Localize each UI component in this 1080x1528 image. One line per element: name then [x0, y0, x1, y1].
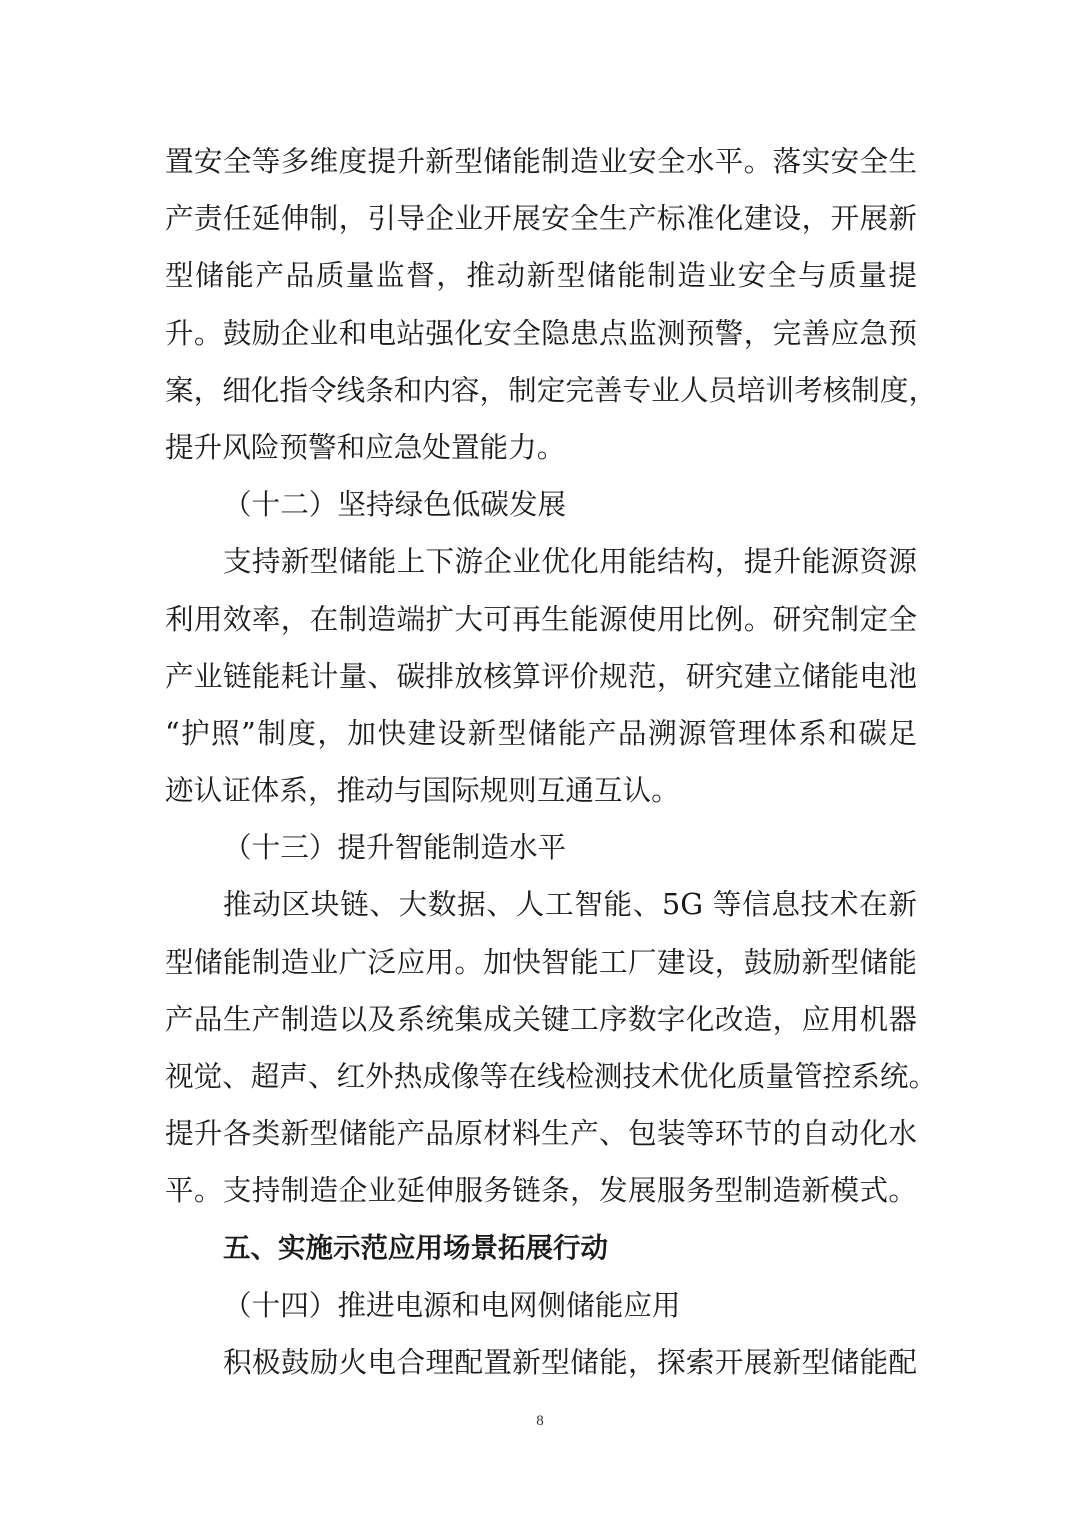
section-heading-14: （十四）推进电源和电网侧储能应用: [223, 1287, 681, 1322]
page-number: 8: [536, 1413, 544, 1429]
text-line: 型储能制造业广泛应用。加快智能工厂建设，鼓励新型储能: [165, 944, 917, 979]
text-line: 支持新型储能上下游企业优化用能结构，提升能源资源: [223, 544, 917, 579]
text-line: 提升各类新型储能产品原材料生产、包装等环节的自动化水: [165, 1116, 917, 1151]
chapter-heading-5: 五、实施示范应用场景拓展行动: [223, 1231, 608, 1264]
text-line: 案，细化指令线条和内容，制定完善专业人员培训考核制度，: [165, 372, 938, 407]
text-line: 推动区块链、大数据、人工智能、5G 等信息技术在新: [223, 887, 917, 922]
text-line: 产业链能耗计量、碳排放核算评价规范，研究建立储能电池: [165, 658, 917, 693]
text-line: “护照”制度，加快建设新型储能产品溯源管理体系和碳足: [165, 715, 917, 750]
paragraph-grid-storage: [165, 1338, 917, 1395]
section-heading-12: （十二）坚持绿色低碳发展: [223, 487, 567, 522]
text-line: 产品生产制造以及系统集成关键工序数字化改造，应用机器: [165, 1001, 917, 1036]
text-line: 利用效率，在制造端扩大可再生能源使用比例。研究制定全: [165, 601, 917, 636]
text-line: 积极鼓励火电合理配置新型储能，探索开展新型储能配: [223, 1344, 917, 1379]
text-line: 视觉、超声、红外热成像等在线检测技术优化质量管控系统。: [165, 1059, 938, 1093]
text-line: 型储能产品质量监督，推动新型储能制造业安全与质量提: [165, 258, 917, 293]
text-line: 迹认证体系，推动与国际规则互通互认。: [165, 773, 680, 808]
text-line: 提升风险预警和应急处置能力。: [165, 429, 566, 464]
text-line: 升。鼓励企业和电站强化安全隐患点监测预警，完善应急预: [165, 315, 917, 350]
text-line: 置安全等多维度提升新型储能制造业安全水平。落实安全生: [165, 144, 917, 178]
text-line: 产责任延伸制，引导企业开展安全生产标准化建设，开展新: [165, 201, 917, 236]
text-line: 平。支持制造企业延伸服务链条，发展服务型制造新模式。: [165, 1173, 917, 1208]
paragraph-green-low-carbon: [165, 537, 917, 823]
paragraph-smart-manufacturing: [165, 880, 938, 1223]
paragraph-safety: [165, 137, 938, 480]
section-heading-13: （十三）提升智能制造水平: [223, 830, 567, 865]
document-body: [165, 137, 938, 1395]
